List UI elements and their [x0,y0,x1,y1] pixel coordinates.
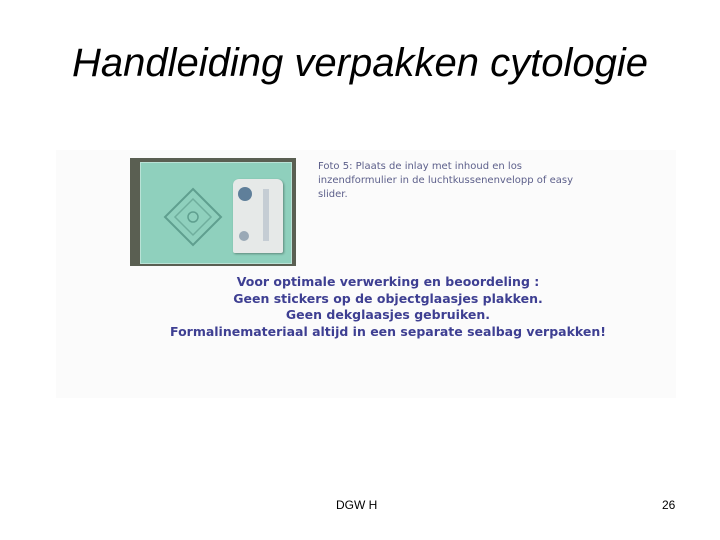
photo-caption: Foto 5: Plaats de inlay met inhoud en los inzendformulier in de luchtkussenenvelopp of easy slider. [318,161,573,200]
instruction-line: Geen stickers op de objectglaasjes plakken. [233,290,543,306]
instruction-line: Formalinemateriaal altijd in een separate sealbag verpakken! [170,323,606,339]
biohazard-diamond-icon [163,187,223,247]
page-number: 26 [662,498,676,512]
sealbag [140,162,292,264]
instructions-block [148,274,628,340]
instruction-line: Geen dekglaasjes gebruiken. [285,307,491,322]
easy-slider [233,179,283,253]
footer-text: DGW H [336,498,378,512]
instruction-line: Voor optimale verwerking en beoordeling : [236,274,540,289]
slider-hole [239,231,249,241]
scanned-instruction-image [56,150,676,398]
slider-hole [238,187,252,201]
slider-label-stripe [263,189,269,241]
slide-title: Handleiding verpakken cytologie [72,41,648,85]
packaging-photo [130,158,296,266]
